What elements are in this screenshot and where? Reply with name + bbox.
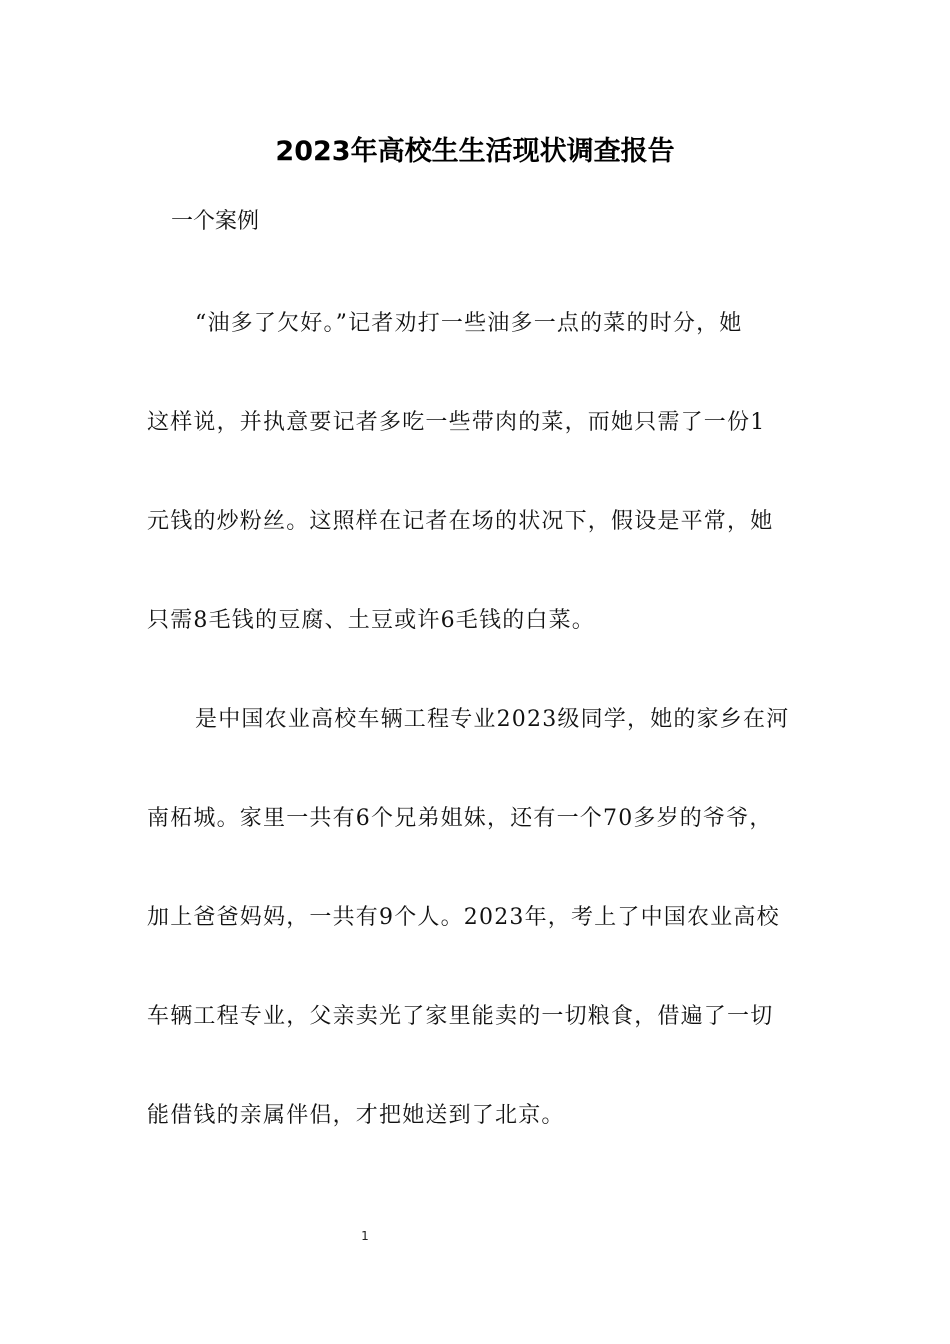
paragraph-1-line-2: 这样说，并执意要记者多吃一些带肉的菜，而她只需了一份1 [147, 410, 766, 435]
paragraph-1-line-4: 只需8毛钱的豆腐、土豆或许6毛钱的白菜。 [147, 608, 595, 633]
page-number: 1 [361, 1229, 369, 1243]
paragraph-1-line-1: “油多了欠好。”记者劝打一些油多一点的菜的时分，她 [195, 311, 743, 336]
paragraph-1-line-3: 元钱的炒粉丝。这照样在记者在场的状况下，假设是平常，她 [147, 509, 774, 534]
paragraph-2-line-3: 加上爸爸妈妈，一共有9个人。2023年，考上了中国农业高校 [147, 905, 780, 930]
paragraph-2-line-2: 南柘城。家里一共有6个兄弟姐妹，还有一个70多岁的爷爷， [147, 806, 773, 831]
paragraph-2-line-5: 能借钱的亲属伴侣，才把她送到了北京。 [147, 1103, 565, 1128]
section-heading: 一个案例 [171, 209, 260, 234]
paragraph-2-line-1: 是中国农业高校车辆工程专业2023级同学，她的家乡在河 [195, 707, 790, 732]
paragraph-2-line-4: 车辆工程专业，父亲卖光了家里能卖的一切粮食，借遍了一切 [147, 1004, 774, 1029]
document-title: 2023年高校生生活现状调查报告 [275, 136, 675, 167]
